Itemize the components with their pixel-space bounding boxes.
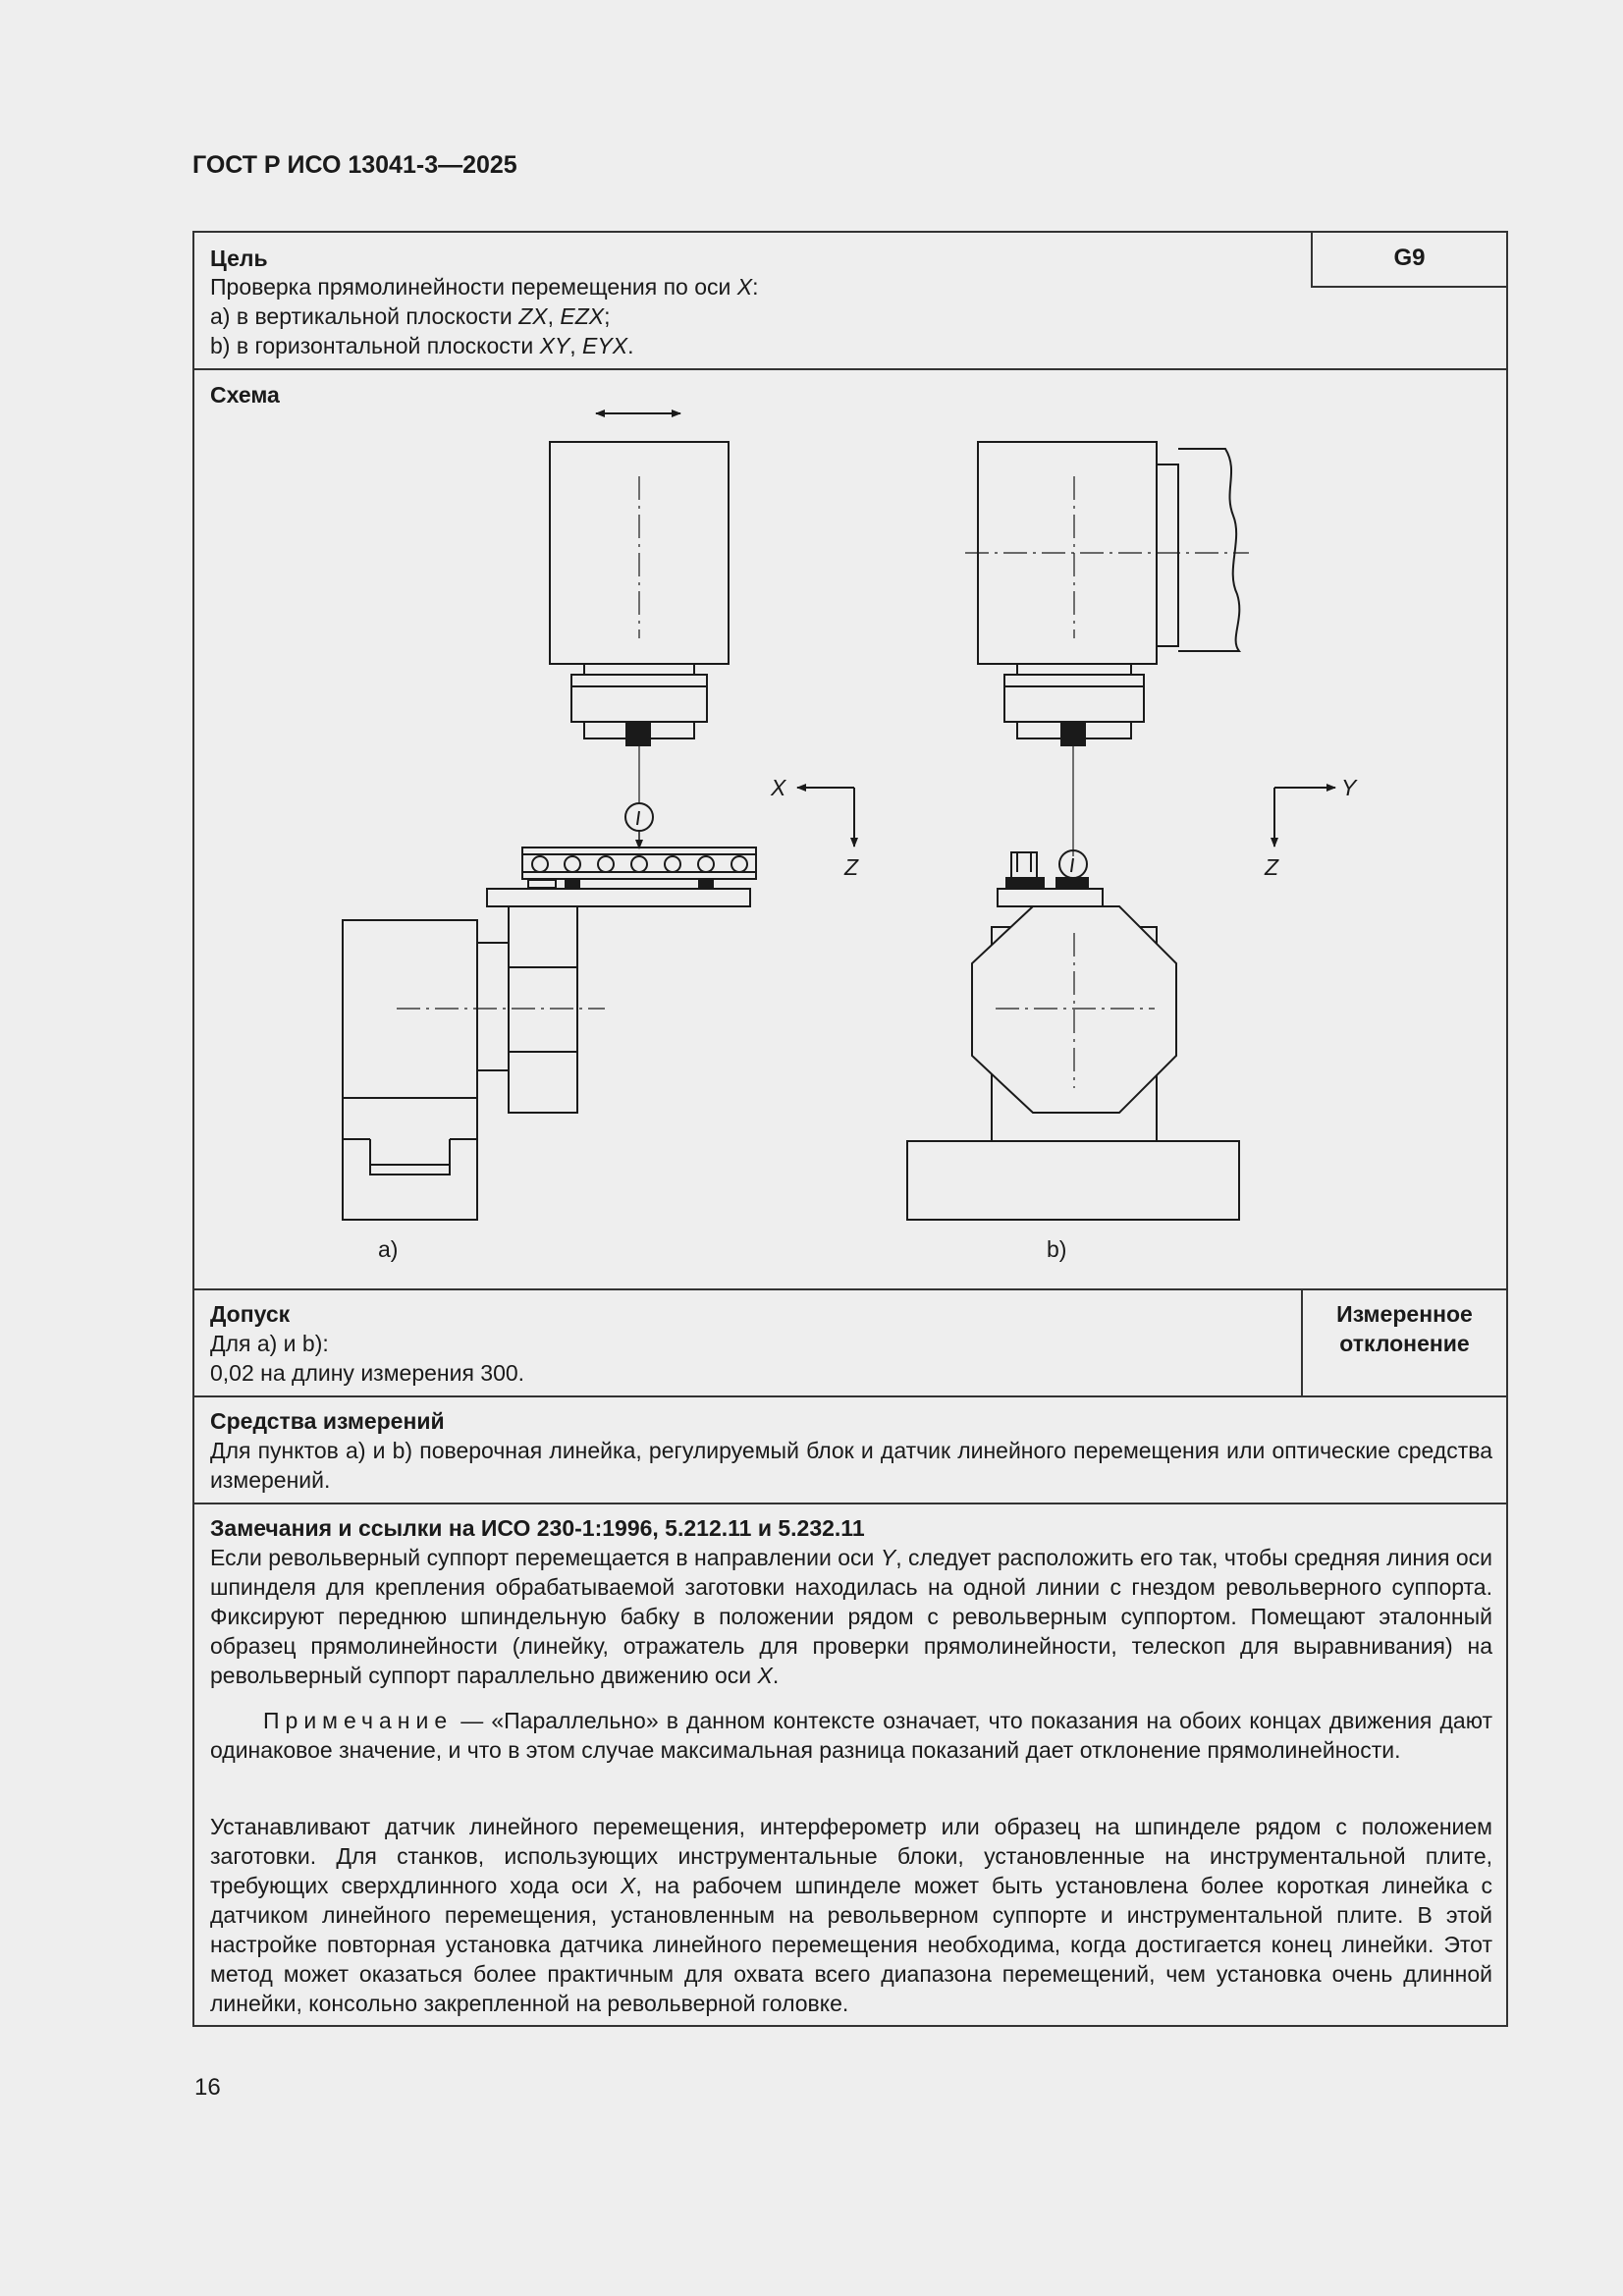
tool-holder-b	[1061, 722, 1085, 745]
axis-z-label-b: Z	[1265, 854, 1279, 880]
turret-block-a	[509, 906, 577, 1113]
turret-plate-a	[487, 889, 750, 906]
tolerance-heading: Допуск	[210, 1301, 291, 1327]
notes-heading: Замечания и ссылки на ИСО 230-1:1996, 5.212.11 и 5.232.11	[210, 1515, 865, 1541]
goal-heading: Цель	[210, 246, 268, 271]
turret-plate-b	[998, 889, 1103, 906]
test-code: G9	[1393, 245, 1426, 271]
tolerance-line-1: Для a) и b):	[210, 1331, 329, 1356]
page-number: 16	[194, 2074, 221, 2101]
tolerance-line-2: 0,02 на длину измерения 300.	[210, 1360, 525, 1386]
notes-remark: Примечание — «Параллельно» в данном контексте означает, что показания на обоих концах движения дают одинаковое значение, и что в этом случае максимальная разница показаний дает отклонение прямолинейности.	[210, 1708, 1492, 1763]
straightedge-a	[522, 847, 756, 879]
document-header: ГОСТ Р ИСО 13041-3—2025	[192, 151, 517, 179]
scheme-heading: Схема	[210, 382, 280, 408]
notes-paragraph-1: Если револьверный суппорт перемещается в направлении оси Y, следует расположить его так, чтобы средняя линия оси шпинделя для крепления обрабатываемой заготовки находилась на одной линии с гнездом револьверного суппорта. Фиксируют переднюю шпиндельную бабку в положении рядом с револьверным суппортом. Помещают эталонный образец прямолинейности (линейку, отражатель для проверки прямолинейности, телескоп для выравнивания) на револьверный суппорт параллельно движению оси X.	[210, 1545, 1492, 1688]
axis-z-label-a: Z	[844, 854, 859, 880]
goal-line-1: Проверка прямолинейности перемещения по оси X:	[210, 274, 759, 300]
axis-y-label: Y	[1341, 775, 1357, 800]
figure-label-a: a)	[378, 1236, 399, 1262]
measured-deviation-label: Измеренное отклонение	[1336, 1301, 1473, 1356]
instruments-heading: Средства измерений	[210, 1408, 445, 1434]
tool-holder-a	[626, 722, 650, 745]
notes-paragraph-3: Устанавливают датчик линейного перемещения, интерферометр или образец на шпинделе рядом с положением заготовки. Для станков, использующих инструментальные блоки, установленные на инструментальной плите, требующих сверхдлинного хода оси X, на рабочем шпинделе может быть установлена более короткая линейка с датчиком линейного перемещения, установленным на револьверном суппорте и инструментальной плите. В этой настройке повторная установка датчика линейного перемещения необходима, когда достигается конец линейки. Этот метод может оказаться более практичным для охвата всего диапазона перемещений, чем установка очень длинной линейки, консольно закрепленной на револьверной головке.	[210, 1814, 1492, 2016]
instruments-text: Для пунктов a) и b) поверочная линейка, регулируемый блок и датчик линейного перемещения или оптические средства измерений.	[210, 1438, 1492, 1493]
figure-label-b: b)	[1047, 1236, 1067, 1262]
goal-line-2: a) в вертикальной плоскости ZX, EZX;	[210, 303, 611, 329]
goal-line-3: b) в горизонтальной плоскости XY, EYX.	[210, 333, 634, 358]
divider-instruments	[192, 1503, 1508, 1504]
divider-tolerance	[192, 1395, 1508, 1397]
axis-x-label: X	[771, 775, 786, 800]
machine-bed-b	[907, 1141, 1239, 1220]
